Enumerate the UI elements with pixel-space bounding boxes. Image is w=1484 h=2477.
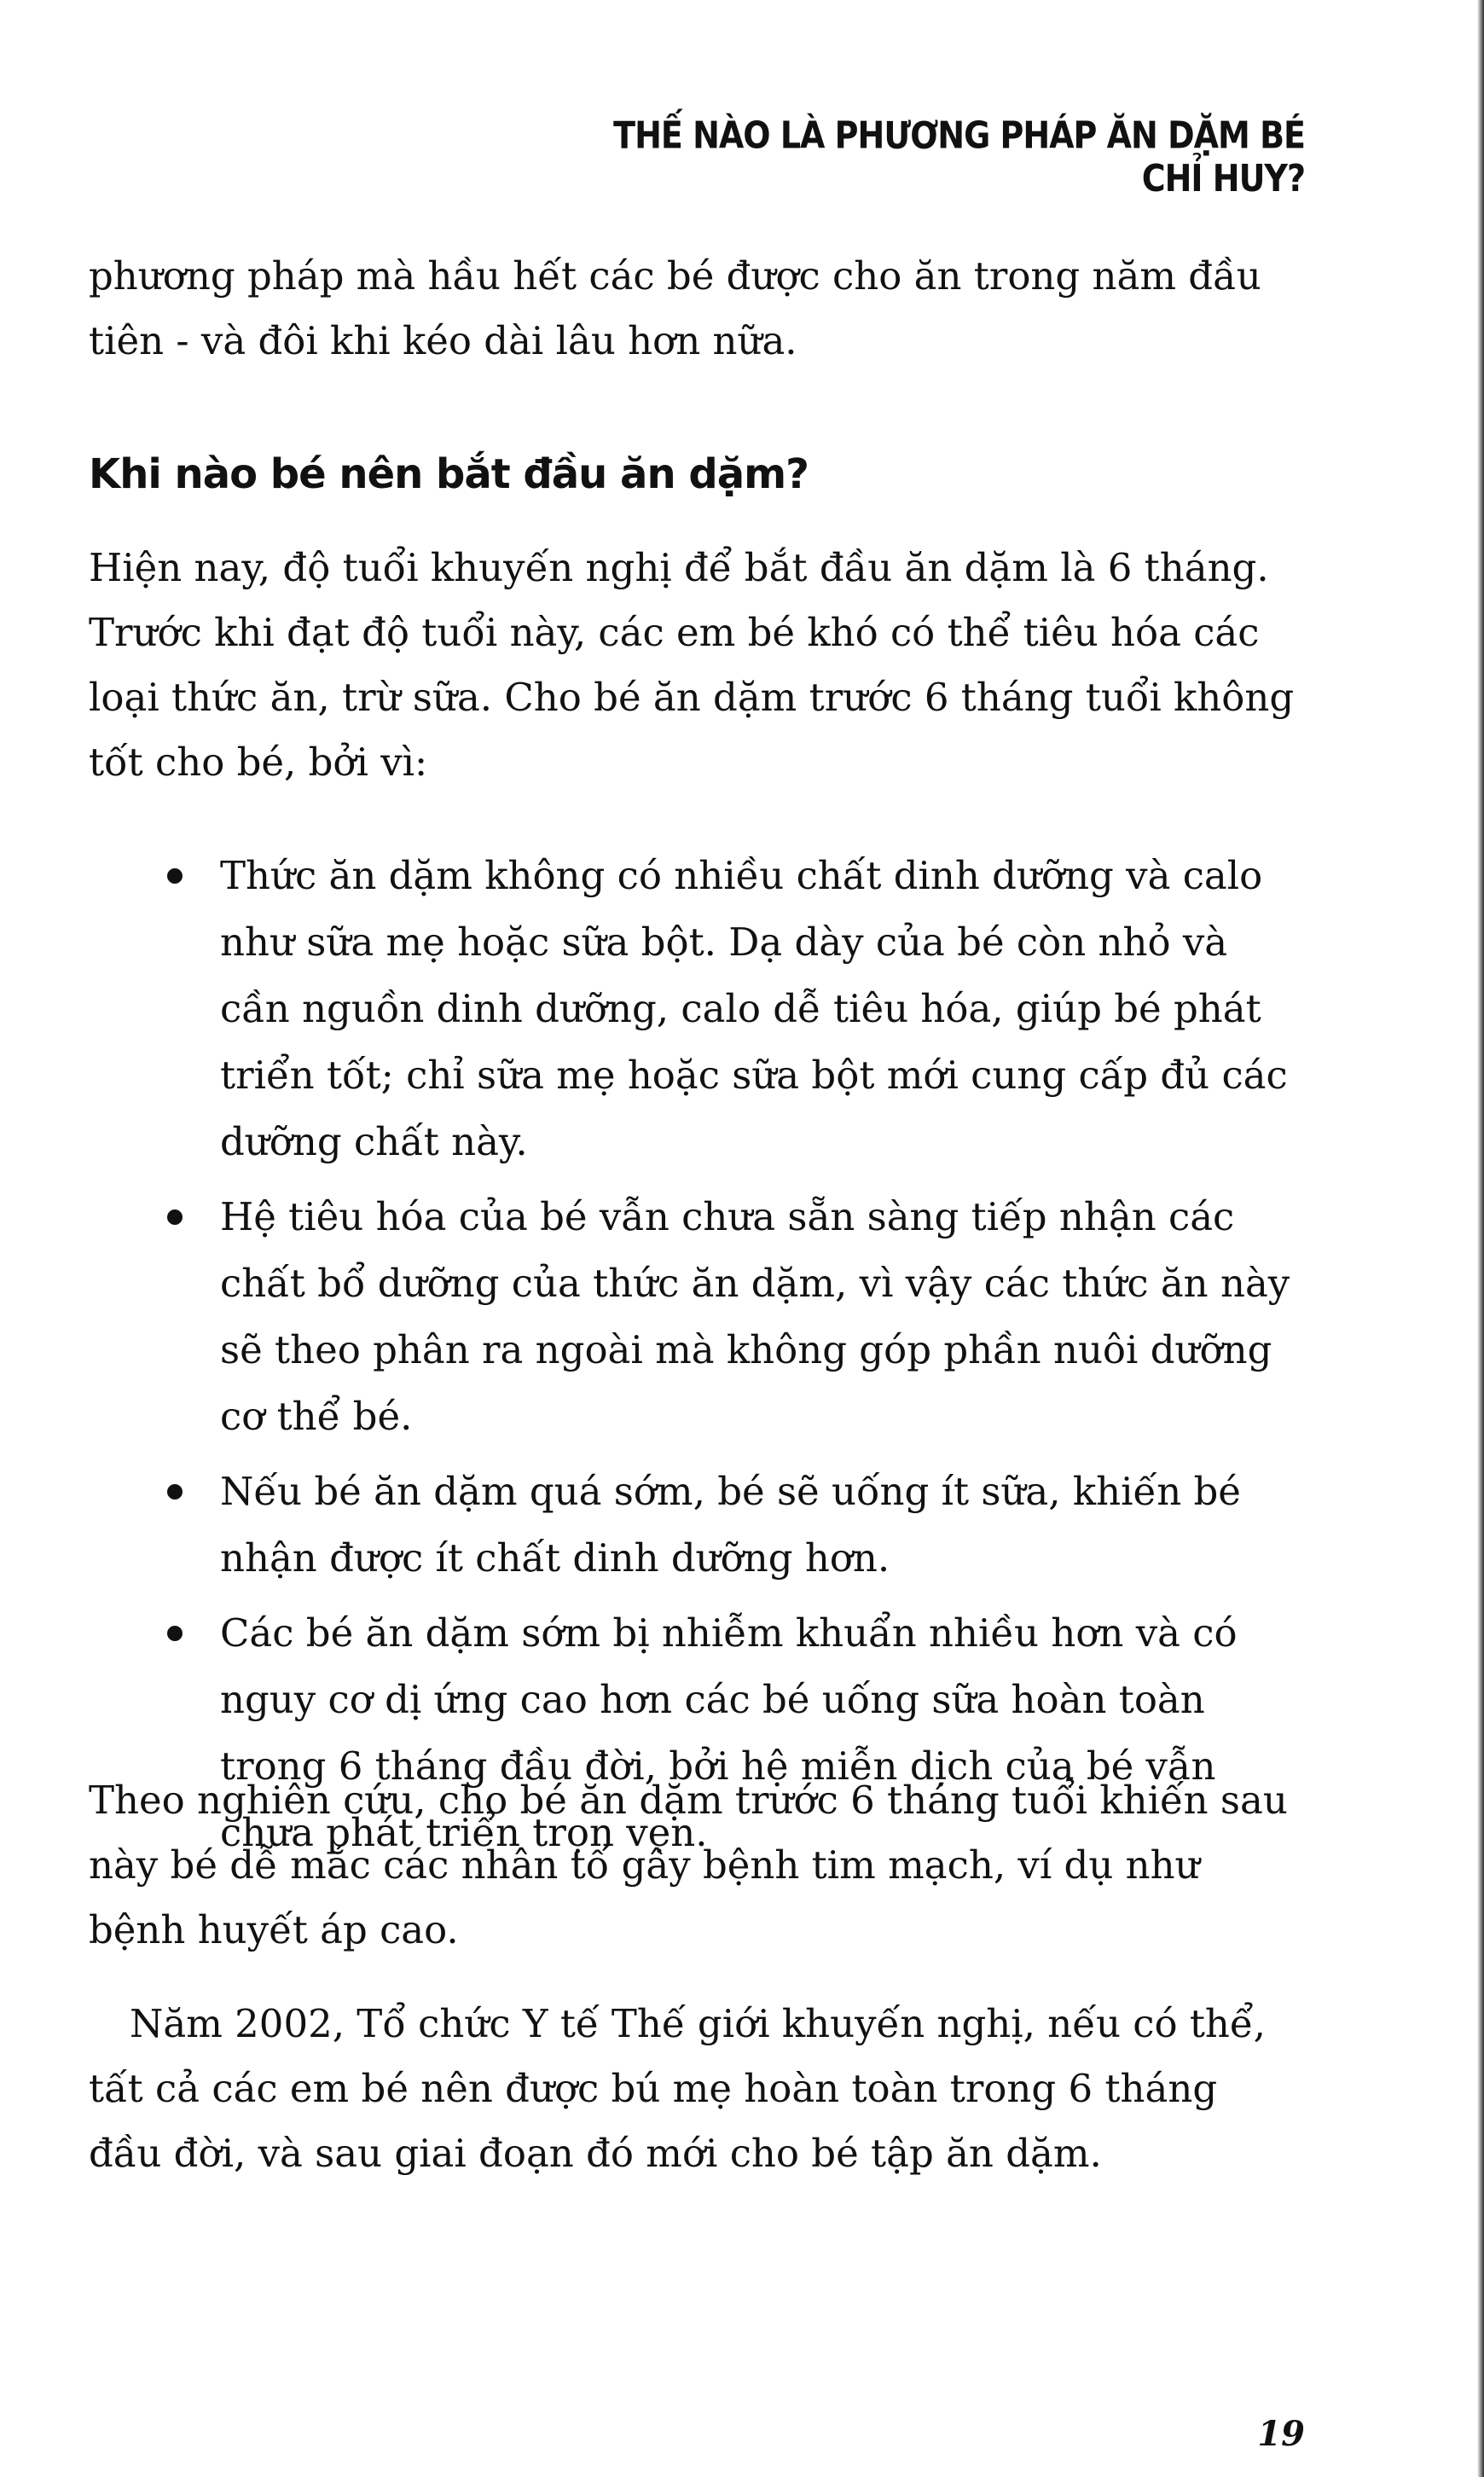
reasons-list <box>162 843 1301 1866</box>
list-item <box>162 843 1301 1175</box>
bullet-icon <box>167 1484 183 1500</box>
bullet-icon <box>167 1626 183 1641</box>
list-item-text: Hệ tiêu hóa của bé vẫn chưa sẵn sàng tiếp nhận các chất bổ dưỡng của thức ăn dặm, vì vậy các thức ăn này sẽ theo phân ra ngoài mà không góp phần nuôi dưỡng cơ thể bé. <box>220 1194 1290 1439</box>
paragraph-who-recommendation: Năm 2002, Tổ chức Y tế Thế giới khuyến nghị, nếu có thể, tất cả các em bé nên được bú mẹ hoàn toàn trong 6 tháng đầu đời, và sau giai đoạn đó mới cho bé tập ăn dặm. <box>89 2001 1266 2176</box>
bullet-icon <box>167 1209 183 1225</box>
page-number: 19 <box>1257 2414 1305 2454</box>
list-item-text: Nếu bé ăn dặm quá sớm, bé sẽ uống ít sữa, khiến bé nhận được ít chất dinh dưỡng hơn. <box>220 1469 1241 1581</box>
list-item <box>162 1459 1301 1592</box>
list-item-text: Các bé ăn dặm sớm bị nhiễm khuẩn nhiều hơn và có nguy cơ dị ứng cao hơn các bé uống sữa hoàn toàn trong 6 tháng đầu đời, bởi hệ miễn dịch của bé vẫn chưa phát triển trọn vẹn. <box>220 1610 1238 1855</box>
intro-paragraph: phương pháp mà hầu hết các bé được cho ăn trong năm đầu tiên - và đôi khi kéo dài lâu hơn nữa. <box>89 253 1261 363</box>
section-heading: Khi nào bé nên bắt đầu ăn dặm? <box>89 450 809 498</box>
paragraph-research: Theo nghiên cứu, cho bé ăn dặm trước 6 tháng tuổi khiến sau này bé dễ mắc các nhân tố gây bệnh tim mạch, ví dụ như bệnh huyết áp cao. <box>89 1778 1288 1952</box>
list-item-text: Thức ăn dặm không có nhiều chất dinh dưỡng và calo như sữa mẹ hoặc sữa bột. Dạ dày của bé còn nhỏ và cần nguồn dinh dưỡng, calo dễ tiêu hóa, giúp bé phát triển tốt; chỉ sữa mẹ hoặc sữa bột mới cung cấp đủ các dưỡng chất này. <box>220 853 1288 1164</box>
page-edge-shadow <box>1477 0 1484 2477</box>
list-item <box>162 1184 1301 1450</box>
running-header: THẾ NÀO LÀ PHƯƠNG PHÁP ĂN DẶM BÉ CHỈ HUY? <box>613 113 1305 200</box>
paragraph-recommended-age: Hiện nay, độ tuổi khuyến nghị để bắt đầu ăn dặm là 6 tháng. Trước khi đạt độ tuổi này, các em bé khó có thể tiêu hóa các loại thức ăn, trừ sữa. Cho bé ăn dặm trước 6 tháng tuổi không tốt cho bé, bởi vì: <box>89 545 1295 785</box>
bullet-icon <box>167 868 183 884</box>
